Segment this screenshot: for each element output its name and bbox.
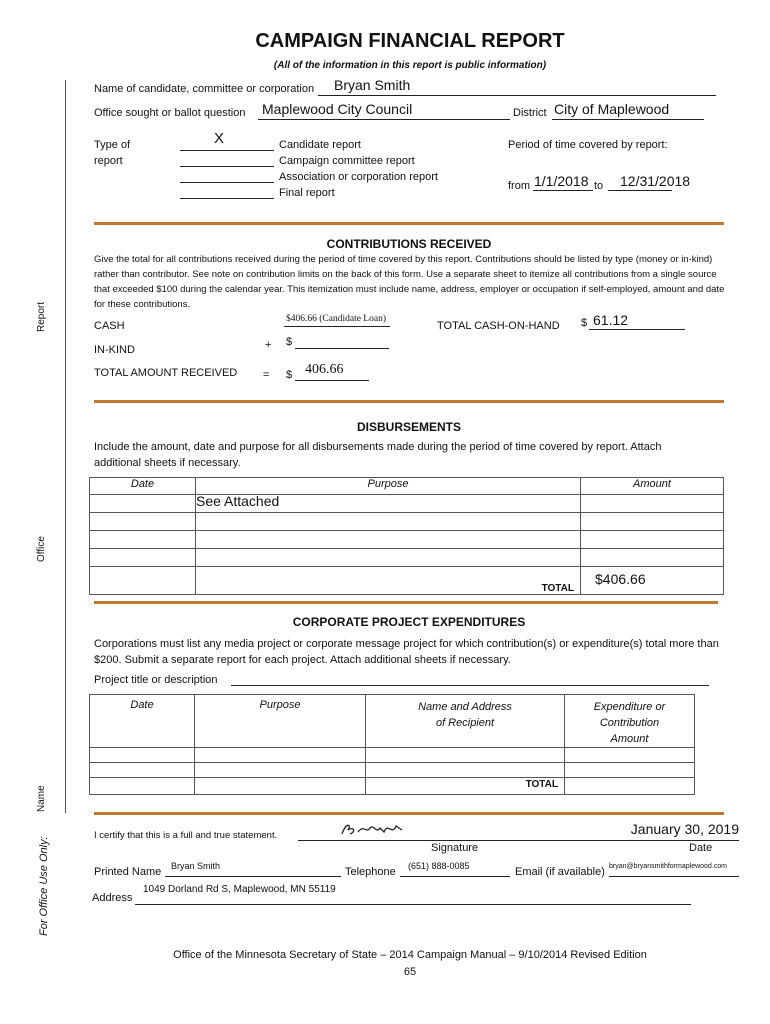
table-row <box>90 513 724 531</box>
section-divider <box>94 400 724 403</box>
type-label-1: Type of <box>94 139 131 151</box>
side-label-name: Name <box>36 785 47 812</box>
office-label: Office sought or ballot question <box>94 107 246 119</box>
from-value: 1/1/2018 <box>534 173 589 189</box>
to-value: 12/31/2018 <box>620 173 691 189</box>
cert-date-value: January 30, 2019 <box>630 821 739 837</box>
telephone-label: Telephone <box>345 866 396 878</box>
inkind-field[interactable] <box>295 334 389 349</box>
type-checkbox-candidate[interactable] <box>180 130 274 151</box>
contributions-heading: CONTRIBUTIONS RECEIVED <box>326 237 492 251</box>
side-label-office-use: For Office Use Only: <box>38 836 50 936</box>
telephone-field[interactable] <box>400 862 510 877</box>
corp-col-date: Date <box>90 695 195 748</box>
section-divider <box>94 812 724 815</box>
name-value: Bryan Smith <box>334 77 411 93</box>
type-option-candidate: Candidate report <box>279 139 361 151</box>
total-received-field[interactable] <box>295 362 369 381</box>
signature-image <box>338 820 408 840</box>
disbursements-heading: DISBURSEMENTS <box>356 420 461 434</box>
email-field[interactable] <box>609 862 739 877</box>
to-label: to <box>594 180 604 192</box>
contributions-text: Give the total for all contributions received during the period of time covered by this report. Contributions should be listed by type (money or in-kind) rather than contributor. See note on contribution limits on the back of this form. Use a separate sheet to itemize all contributions from a single source that exceeded $100 during the calendar year. This itemization must include name, address, employer or occupation if self-employed, amount and date for these contributions. <box>94 254 725 310</box>
corporate-text: Corporations must list any media project or corporate message project for which contribution(s) or expenditure(s) total more than $200. Submit a separate report for each project. Attach additional sheets if necessary. <box>94 638 719 666</box>
first-purpose: See Attached <box>196 493 280 509</box>
signature-field[interactable] <box>298 821 739 841</box>
period-label: Period of time covered by report: <box>508 139 668 151</box>
equals-sign: = <box>263 369 270 381</box>
disbursements-text: Include the amount, date and purpose for all disbursements made during the period of time covered by report. Attach additional sheets if necessary. <box>94 441 662 469</box>
coh-label: TOTAL CASH-ON-HAND <box>437 320 560 332</box>
col-date: Date <box>90 478 196 495</box>
from-field[interactable] <box>533 175 593 191</box>
printed-name-field[interactable] <box>165 862 341 877</box>
corp-col-amount: Expenditure or Contribution Amount <box>565 695 695 748</box>
type-mark: X <box>214 130 225 147</box>
inkind-label: IN-KIND <box>94 344 135 356</box>
district-field[interactable] <box>552 101 704 120</box>
name-field[interactable] <box>318 77 716 96</box>
name-label: Name of candidate, committee or corporation <box>94 83 315 95</box>
email-value: bryan@bryansmithformaplewood.com <box>609 863 727 870</box>
page-number: 65 <box>403 966 417 978</box>
project-label: Project title or description <box>94 674 218 686</box>
table-row <box>90 763 695 778</box>
col-amount: Amount <box>581 478 724 495</box>
footer-text: Office of the Minnesota Secretary of State – 2014 Campaign Manual – 9/10/2014 Revised Edition <box>173 949 647 961</box>
type-option-final: Final report <box>279 187 335 199</box>
table-row <box>90 748 695 763</box>
signature-label: Signature <box>431 842 479 854</box>
disbursements-total-value: $406.66 <box>595 571 646 587</box>
type-checkbox-final[interactable] <box>180 184 274 199</box>
address-field[interactable] <box>135 884 691 905</box>
side-label-report: Report <box>36 301 47 332</box>
corporate-table <box>89 694 695 795</box>
corp-col-name: Name and Address of Recipient <box>366 695 565 748</box>
corporate-total-label: TOTAL <box>525 779 558 790</box>
table-row <box>90 495 724 513</box>
district-label: District <box>513 107 547 119</box>
inkind-dollar: $ <box>286 336 293 348</box>
page-subtitle: (All of the information in this report is public information) <box>273 60 547 71</box>
address-label: Address <box>92 892 133 904</box>
cash-note: $406.66 (Candidate Loan) <box>286 314 386 324</box>
table-row <box>90 549 724 567</box>
type-option-committee: Campaign committee report <box>279 155 415 167</box>
disbursements-table <box>89 477 724 595</box>
page-title: CAMPAIGN FINANCIAL REPORT <box>255 30 565 52</box>
total-received-value: 406.66 <box>305 362 344 377</box>
project-field[interactable] <box>231 671 709 686</box>
type-checkbox-association[interactable] <box>180 168 274 183</box>
total-received-label: TOTAL AMOUNT RECEIVED <box>94 367 238 379</box>
cash-label: CASH <box>94 320 125 332</box>
margin-rule <box>65 80 66 813</box>
section-divider <box>94 222 724 225</box>
type-checkbox-committee[interactable] <box>180 152 274 167</box>
corp-col-purpose: Purpose <box>195 695 366 748</box>
to-field[interactable] <box>608 173 691 191</box>
district-value: City of Maplewood <box>554 101 670 117</box>
printed-name-value: Bryan Smith <box>171 861 221 871</box>
coh-field[interactable] <box>589 314 685 330</box>
coh-value: 61.12 <box>593 312 629 328</box>
address-value: 1049 Dorland Rd S, Maplewood, MN 55119 <box>143 884 336 895</box>
type-label-2: report <box>94 155 123 167</box>
office-value: Maplewood City Council <box>262 101 413 117</box>
office-field[interactable] <box>258 101 510 120</box>
coh-dollar: $ <box>581 317 588 329</box>
section-divider <box>94 601 718 604</box>
telephone-value: (651) 888-0085 <box>408 861 470 871</box>
from-label: from <box>508 180 530 192</box>
table-row <box>90 531 724 549</box>
certify-text: I certify that this is a full and true statement. <box>94 830 278 841</box>
cert-date-label: Date <box>689 842 713 854</box>
col-purpose: Purpose <box>196 478 581 495</box>
side-label-office: Office <box>36 536 47 562</box>
cash-field[interactable] <box>284 312 390 327</box>
type-option-association: Association or corporation report <box>279 171 438 183</box>
email-label: Email (if available) <box>515 866 605 878</box>
plus-sign: + <box>265 339 272 351</box>
printed-name-label: Printed Name <box>94 866 162 878</box>
corporate-heading: CORPORATE PROJECT EXPENDITURES <box>292 615 526 629</box>
total-dollar: $ <box>286 369 293 381</box>
disbursements-total-label: TOTAL <box>541 583 574 594</box>
